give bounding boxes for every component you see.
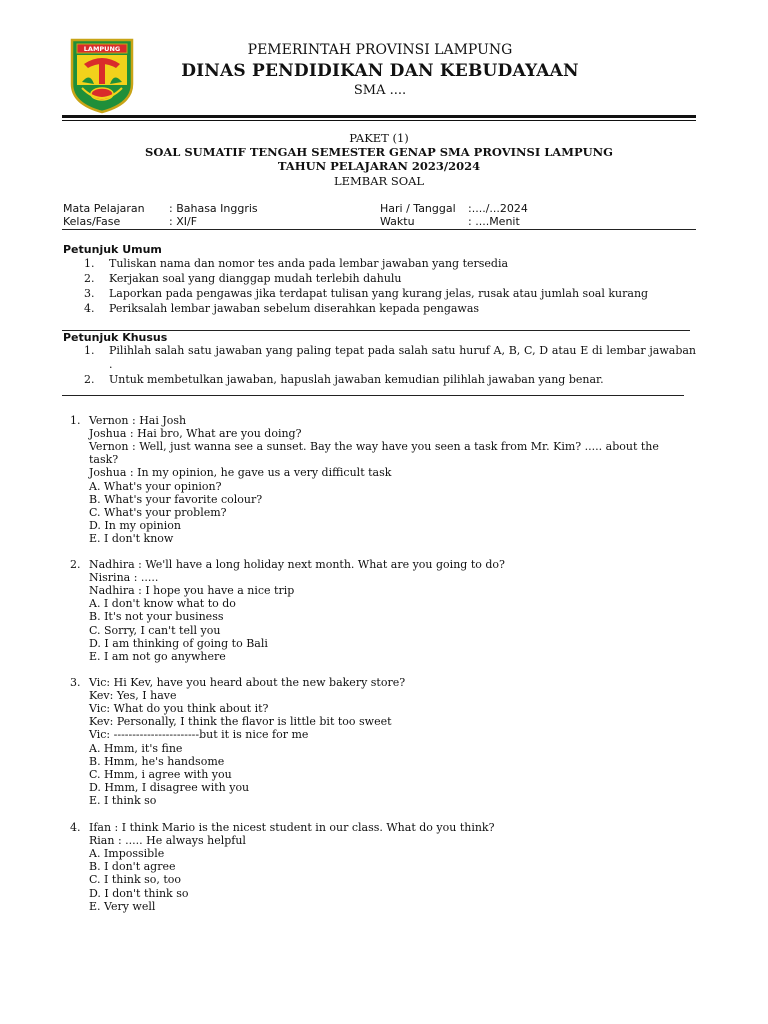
answer-option: D. In my opinion [89, 518, 181, 532]
answer-option: C. What's your problem? [89, 505, 227, 519]
answer-option: D. I am thinking of going to Bali [89, 636, 268, 650]
dialogue-line: Kev: Yes, I have [89, 689, 177, 703]
info-divider [62, 229, 696, 230]
dialogue-line: Vic: What do you think about it? [89, 702, 269, 716]
general-instruction-item: 1. Tuliskan nama dan nomor tes anda pada lembar jawaban yang tersedia [84, 257, 509, 270]
dialogue-line: Joshua : Hai bro, What are you doing? [89, 427, 302, 441]
header-divider-thin [62, 120, 696, 121]
question-number: 2. [70, 558, 81, 571]
answer-option: C. Sorry, I can't tell you [89, 623, 221, 637]
answer-option: B. What's your favorite colour? [89, 492, 263, 506]
dialogue-line: Nadhira : I hope you have a nice trip [89, 584, 295, 598]
special-instruction-item: 1. Pilihlah salah satu jawaban yang paling tepat pada salah satu huruf A, B, C, D atau E di lembar jawaban . [84, 344, 696, 371]
header-department: DINAS PENDIDIKAN DAN KEBUDAYAAN [181, 61, 579, 81]
answer-option: A. What's your opinion? [89, 479, 222, 493]
title-year: TAHUN PELAJARAN 2023/2024 [277, 159, 481, 173]
dialogue-line: Vic: -----------------------but it is nice for me [89, 728, 309, 742]
dialogue-line: Rian : ..... He always helpful [89, 834, 246, 848]
answer-option: C. Hmm, i agree with you [89, 767, 232, 781]
dialogue-line: Vic: Hi Kev, have you heard about the new bakery store? [89, 676, 406, 689]
answer-option: A. Hmm, it's fine [89, 741, 183, 755]
general-instruction-item: 4. Periksalah lembar jawaban sebelum diserahkan kepada pengawas [84, 302, 480, 315]
dialogue-line: Nadhira : We'll have a long holiday next month. What are you going to do? [89, 558, 505, 571]
dialogue-line: Joshua : In my opinion, he gave us a very difficult task [89, 466, 392, 480]
question-number: 1. [70, 414, 81, 427]
question-4 [70, 821, 700, 917]
svg-text:LAMPUNG: LAMPUNG [83, 45, 121, 54]
answer-option: B. Hmm, he's handsome [89, 754, 225, 768]
answer-option: E. I don't know [89, 531, 174, 545]
dialogue-line: Vernon : Well, just wanna see a sunset. Bay the way have you seen a task from Mr. Kim? ..... about the [89, 440, 659, 454]
answer-option: A. Impossible [89, 847, 165, 861]
subject-label: Mata Pelajaran [63, 202, 145, 215]
date-label: Hari / Tanggal [380, 202, 456, 215]
section-divider [62, 395, 684, 396]
dialogue-line: Vernon : Hai Josh [89, 414, 187, 427]
special-instruction-item: 2. Untuk membetulkan jawaban, hapuslah jawaban kemudian pilihlah jawaban yang benar. [84, 373, 604, 386]
question-number: 3. [70, 676, 81, 689]
header-government: PEMERINTAH PROVINSI LAMPUNG [247, 42, 513, 58]
special-instructions-title: Petunjuk Khusus [63, 331, 168, 344]
date-value: :..../...2024 [468, 202, 528, 215]
answer-option: D. I don't think so [89, 886, 189, 900]
question-2 [70, 558, 700, 667]
answer-option: E. I am not go anywhere [89, 649, 226, 663]
question-number: 4. [70, 821, 81, 834]
question-3 [70, 676, 700, 811]
dialogue-line: Ifan : I think Mario is the nicest student in our class. What do you think? [89, 821, 495, 834]
answer-option: B. It's not your business [89, 610, 224, 624]
answer-option: D. Hmm, I disagree with you [89, 780, 250, 794]
general-instruction-item: 3. Laporkan pada pengawas jika terdapat tulisan yang kurang jelas, rusak atau jumlah soal kurang [84, 287, 649, 300]
general-instructions-title: Petunjuk Umum [63, 243, 162, 256]
answer-option: E. I think so [89, 793, 157, 807]
subject-value: : Bahasa Inggris [169, 202, 258, 215]
answer-option: A. I don't know what to do [89, 597, 236, 611]
class-value: : XI/F [169, 215, 198, 228]
time-value: : ....Menit [468, 215, 520, 228]
title-sheet: LEMBAR SOAL [333, 174, 425, 188]
header-divider-thick [62, 115, 696, 118]
title-exam: SOAL SUMATIF TENGAH SEMESTER GENAP SMA PROVINSI LAMPUNG [145, 145, 613, 159]
lampung-emblem-logo [70, 38, 134, 114]
dialogue-line: Nisrina : ..... [89, 571, 159, 585]
answer-option: E. Very well [89, 899, 156, 913]
general-instruction-item: 2. Kerjakan soal yang dianggap mudah terlebih dahulu [84, 272, 402, 285]
answer-option: C. I think so, too [89, 873, 182, 887]
dialogue-line: Kev: Personally, I think the flavor is little bit too sweet [89, 715, 392, 729]
question-1 [70, 414, 700, 549]
time-label: Waktu [380, 215, 415, 228]
header-school: SMA .... [353, 83, 407, 98]
answer-option: B. I don't agree [89, 860, 176, 874]
class-label: Kelas/Fase [63, 215, 121, 228]
dialogue-line: task? [89, 453, 119, 467]
title-paket: PAKET (1) [349, 131, 409, 145]
